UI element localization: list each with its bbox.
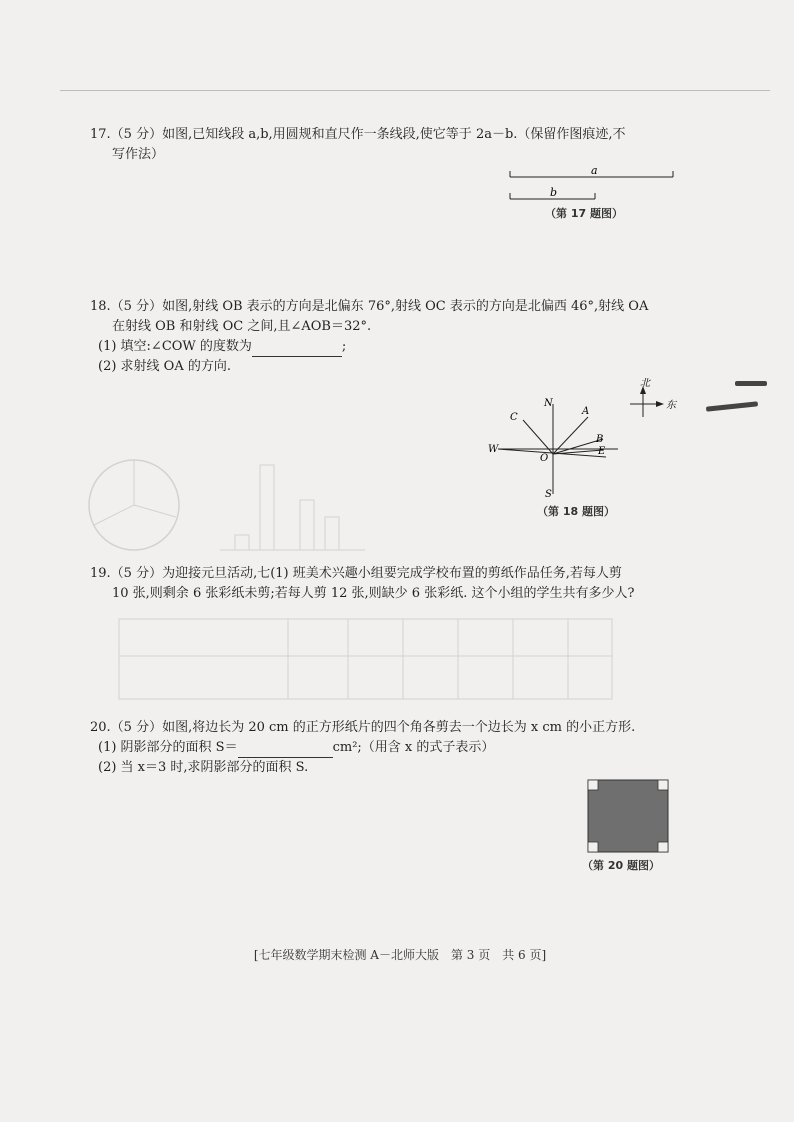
q20-stem-line1: 20.（5 分）如图,将边长为 20 cm 的正方形纸片的四个角各剪去一个边长为 x cm 的小正方形. (90, 720, 636, 735)
margin-mark-bottom (706, 401, 758, 411)
compass-north-label: 北 (640, 378, 650, 389)
q18-sub1-prefix: (1) 填空:∠COW 的度数为 (98, 339, 252, 354)
segment-a-label: a (591, 164, 598, 177)
point-W-label: W (488, 444, 499, 455)
q18-sub2: (2) 求射线 OA 的方向. (98, 359, 231, 374)
margin-mark-top (735, 381, 767, 386)
q17-stem-line1: 17.（5 分）如图,已知线段 a,b,用圆规和直尺作一条线段,使它等于 2a－b.（保留作图痕迹,不 (90, 127, 626, 142)
q18-sub1-suffix: ; (341, 339, 347, 354)
compass-east-label: 东 (666, 400, 676, 411)
bleed-through-pie (84, 455, 184, 555)
q20-square-figure (587, 779, 669, 853)
q20-sub1-prefix: (1) 阴影部分的面积 S＝ (98, 740, 238, 755)
segment-b-label: b (550, 186, 558, 199)
q20-caption: （第 20 题图） (582, 859, 660, 872)
q18-stem-line2: 在射线 OB 和射线 OC 之间,且∠AOB＝32°. (112, 319, 372, 334)
q17-figure (505, 160, 680, 208)
q20-answer-blank[interactable] (238, 741, 333, 758)
q17-caption: （第 17 题图） (545, 207, 623, 220)
q20-sub1-suffix: cm²;（用含 x 的式子表示） (332, 740, 495, 755)
point-C-label: C (510, 412, 518, 423)
point-O-label: O (540, 453, 549, 464)
q17-stem-line2: 写作法） (112, 147, 165, 162)
point-E-label: E (598, 446, 606, 457)
point-S-label: S (545, 489, 552, 500)
question-20 (90, 718, 680, 778)
q19-stem-line1: 19.（5 分）为迎接元旦活动,七(1) 班美术兴趣小组要完成学校布置的剪纸作品任务,若每人剪 (90, 566, 622, 581)
bleed-through-bar-chart (210, 455, 370, 555)
page-footer: [七年级数学期末检测 A－北师大版 第 3 页 共 6 页] (253, 948, 547, 962)
question-19 (90, 564, 680, 604)
q18-sub1 (90, 337, 680, 357)
q20-sub1 (90, 738, 680, 758)
top-rule (60, 90, 770, 91)
point-B-label: B (596, 434, 604, 445)
point-A-label: A (582, 406, 590, 417)
q20-sub2: (2) 当 x＝3 时,求阴影部分的面积 S. (98, 760, 309, 775)
q19-stem-line2: 10 张,则剩余 6 张彩纸未剪;若每人剪 12 张,则缺少 6 张彩纸. 这个小组的学生共有多少人? (112, 586, 635, 601)
compass-indicator (630, 377, 678, 417)
point-N-label: N (544, 398, 553, 409)
question-17 (90, 125, 680, 165)
bleed-through-table (118, 618, 613, 700)
question-18 (90, 297, 680, 377)
q18-compass-figure (478, 372, 678, 504)
q18-answer-blank[interactable] (252, 340, 342, 357)
q18-caption: （第 18 题图） (537, 505, 615, 518)
q18-stem-line1: 18.（5 分）如图,射线 OB 表示的方向是北偏东 76°,射线 OC 表示的方向是北偏西 46°,射线 OA (90, 299, 649, 314)
